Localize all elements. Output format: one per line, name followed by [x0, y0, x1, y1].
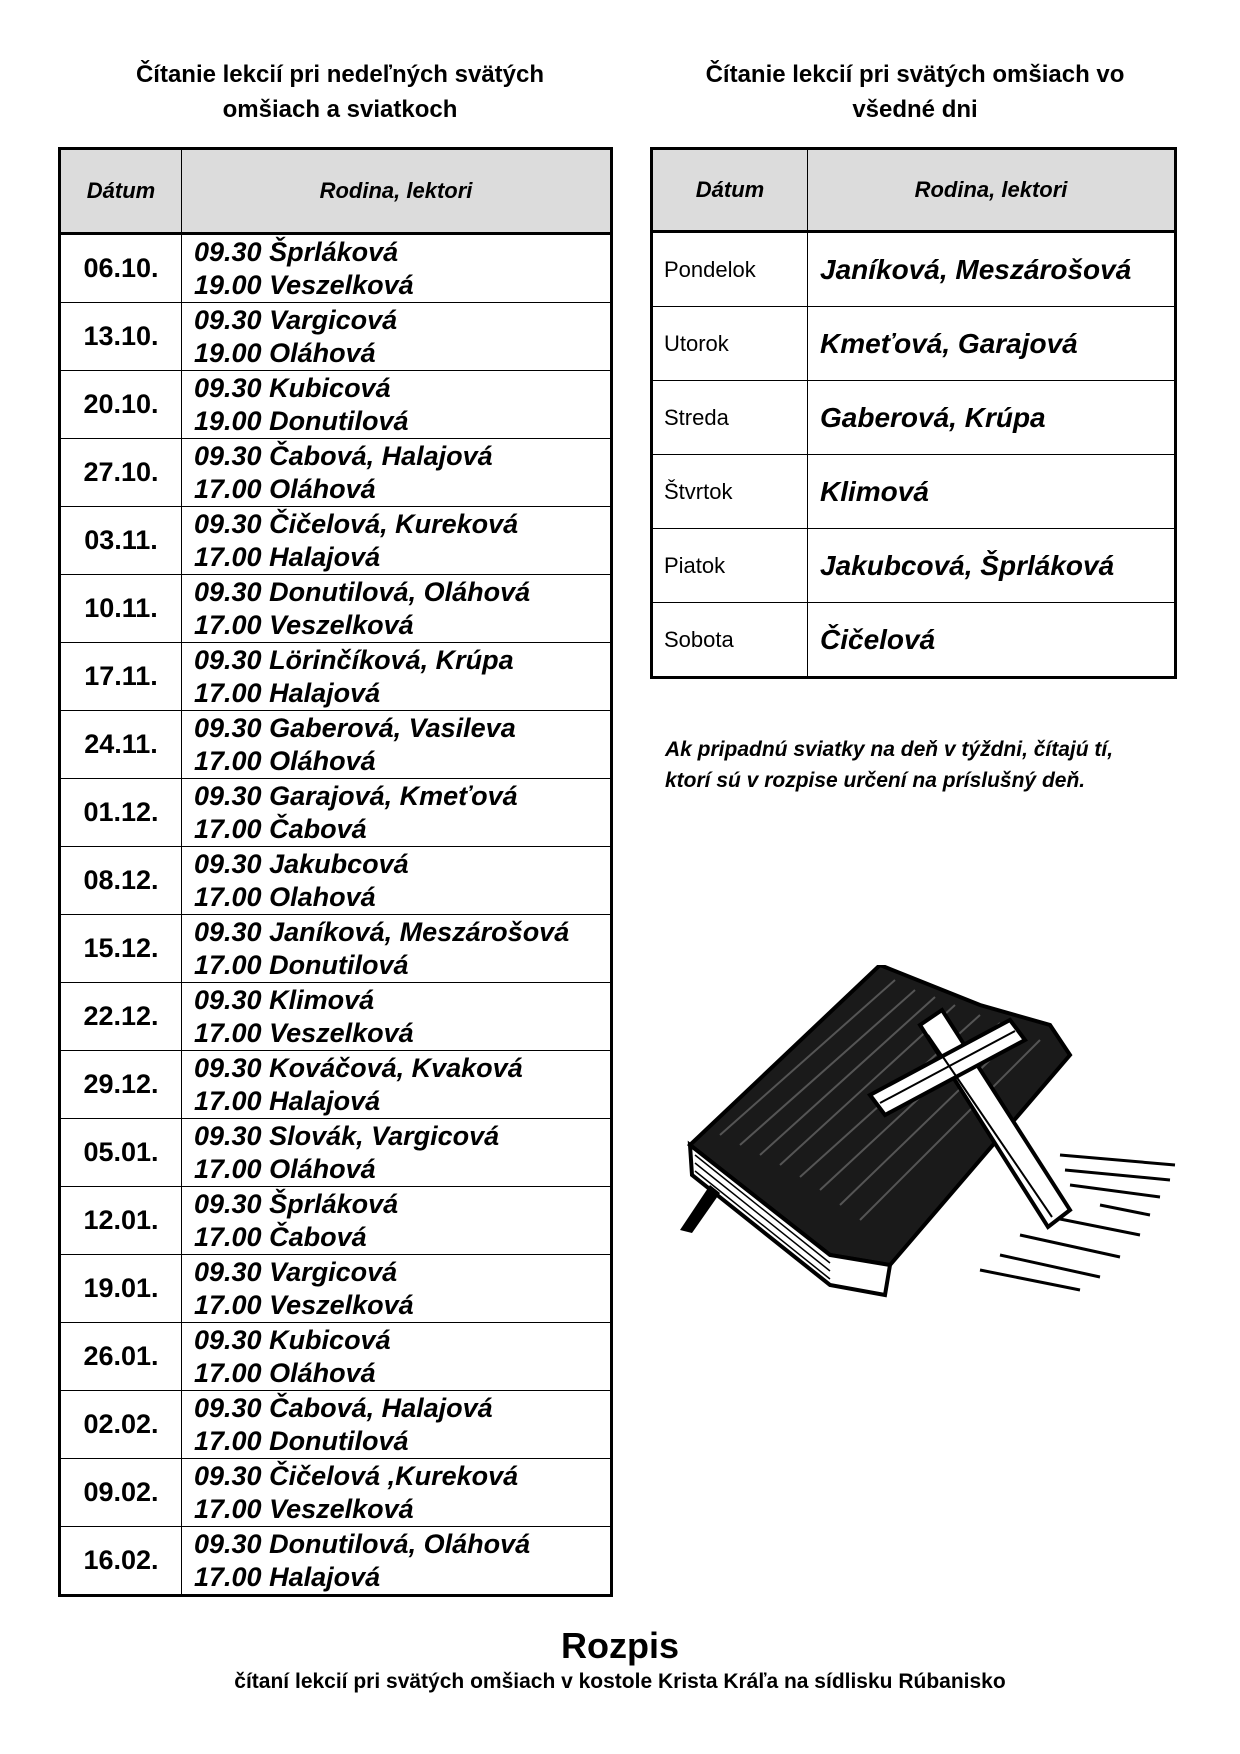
sunday-date: 16.02. — [60, 1527, 182, 1596]
reader-line-2: 19.00 Veszelková — [194, 269, 414, 300]
reader-line-2: 17.00 Čabová — [194, 813, 367, 844]
reader-line-2: 17.00 Halajová — [194, 541, 381, 572]
sunday-readers — [182, 847, 612, 915]
weekday-readers: Janíková, Meszárošová — [808, 232, 1176, 307]
sunday-date: 05.01. — [60, 1119, 182, 1187]
weekday-heading-line2: všedné dni — [852, 96, 978, 123]
weekday-day: Štvrtok — [652, 455, 808, 529]
reader-line-1: 09.30 Slovák, Vargicová — [194, 1120, 500, 1151]
sunday-readers — [182, 779, 612, 847]
reader-line-2: 17.00 Veszelková — [194, 1493, 414, 1524]
sunday-heading-line1: Čítanie lekcií pri nedeľných svätých — [135, 61, 545, 88]
sunday-schedule-heading — [60, 57, 620, 127]
sunday-readers — [182, 915, 612, 983]
reader-line-2: 17.00 Oláhová — [194, 745, 376, 776]
reader-line-2: 17.00 Veszelková — [194, 609, 414, 640]
sunday-date: 19.01. — [60, 1255, 182, 1323]
sunday-readers — [182, 371, 612, 439]
weekday-readers: Čičelová — [808, 603, 1176, 678]
table-row — [60, 847, 612, 915]
table-row — [60, 1119, 612, 1187]
sunday-date: 24.11. — [60, 711, 182, 779]
table-row — [60, 1255, 612, 1323]
reader-line-1: 09.30 Čičelová ,Kureková — [194, 1460, 519, 1491]
weekday-schedule-table — [650, 147, 1177, 679]
table-row — [60, 1391, 612, 1459]
sunday-date: 29.12. — [60, 1051, 182, 1119]
reader-line-1: 09.30 Kubicová — [194, 1324, 391, 1355]
table-row — [60, 1051, 612, 1119]
table-row — [60, 1459, 612, 1527]
table-row — [60, 983, 612, 1051]
weekday-readers: Klimová — [808, 455, 1176, 529]
table-row — [60, 371, 612, 439]
sunday-date: 12.01. — [60, 1187, 182, 1255]
reader-line-2: 17.00 Veszelková — [194, 1289, 414, 1320]
sunday-date: 03.11. — [60, 507, 182, 575]
reader-line-1: 09.30 Klimová — [194, 984, 375, 1015]
table-row — [60, 234, 612, 303]
sunday-date: 27.10. — [60, 439, 182, 507]
sunday-readers — [182, 1527, 612, 1596]
sunday-date: 13.10. — [60, 303, 182, 371]
reader-line-2: 17.00 Oláhová — [194, 473, 376, 504]
weekday-readers: Kmeťová, Garajová — [808, 307, 1176, 381]
sunday-date: 06.10. — [60, 234, 182, 303]
weekday-day: Pondelok — [652, 232, 808, 307]
reader-line-2: 19.00 Donutilová — [194, 405, 409, 436]
reader-line-1: 09.30 Čabová, Halajová — [194, 440, 493, 471]
note-line2: ktorí sú v rozpise určení na príslušný deň. — [665, 769, 1086, 792]
footer-subtitle: čítaní lekcií pri svätých omšiach v kostole Krista Kráľa na sídlisku Rúbanisko — [234, 1670, 1006, 1693]
table-row — [60, 303, 612, 371]
reader-line-2: 17.00 Halajová — [194, 1085, 381, 1116]
reader-line-1: 09.30 Kováčová, Kvaková — [194, 1052, 523, 1083]
sunday-readers — [182, 1459, 612, 1527]
weekday-readers: Gaberová, Krúpa — [808, 381, 1176, 455]
sunday-date: 08.12. — [60, 847, 182, 915]
sunday-readers — [182, 983, 612, 1051]
table-row — [652, 381, 1176, 455]
table-row — [60, 575, 612, 643]
weekday-day: Piatok — [652, 529, 808, 603]
sunday-readers — [182, 643, 612, 711]
sunday-readers-header: Rodina, lektori — [182, 149, 612, 234]
weekday-day: Utorok — [652, 307, 808, 381]
sunday-readers — [182, 1187, 612, 1255]
reader-line-1: 09.30 Donutilová, Oláhová — [194, 576, 531, 607]
sunday-date: 10.11. — [60, 575, 182, 643]
reader-line-1: 09.30 Vargicová — [194, 304, 398, 335]
reader-line-2: 17.00 Veszelková — [194, 1017, 414, 1048]
sunday-heading-line2: omšiach a sviatkoch — [222, 96, 458, 123]
reader-line-2: 19.00 Oláhová — [194, 337, 376, 368]
bible-with-cross-icon — [680, 965, 1180, 1305]
sunday-date-header: Dátum — [60, 149, 182, 234]
reader-line-1: 09.30 Jakubcová — [194, 848, 409, 879]
reader-line-1: 09.30 Čičelová, Kureková — [194, 508, 519, 539]
table-row — [652, 529, 1176, 603]
sunday-date: 02.02. — [60, 1391, 182, 1459]
table-row — [60, 1527, 612, 1596]
weekday-readers-header: Rodina, lektori — [808, 149, 1176, 232]
reader-line-1: 09.30 Šprláková — [194, 236, 399, 267]
reader-line-2: 17.00 Donutilová — [194, 1425, 409, 1456]
sunday-readers — [182, 303, 612, 371]
reader-line-2: 17.00 Olahová — [194, 881, 376, 912]
reader-line-1: 09.30 Čabová, Halajová — [194, 1392, 493, 1423]
reader-line-1: 09.30 Garajová, Kmeťová — [194, 780, 518, 811]
reader-line-1: 09.30 Vargicová — [194, 1256, 398, 1287]
sunday-date: 20.10. — [60, 371, 182, 439]
table-row — [652, 603, 1176, 678]
table-row — [652, 307, 1176, 381]
weekday-readers: Jakubcová, Šprláková — [808, 529, 1176, 603]
table-row — [652, 455, 1176, 529]
footer-title: Rozpis — [560, 1625, 679, 1666]
sunday-readers — [182, 1255, 612, 1323]
table-row — [60, 643, 612, 711]
reader-line-2: 17.00 Donutilová — [194, 949, 409, 980]
reader-line-2: 17.00 Oláhová — [194, 1153, 376, 1184]
sunday-readers — [182, 1051, 612, 1119]
weekday-date-header: Dátum — [652, 149, 808, 232]
table-row — [60, 439, 612, 507]
table-row — [60, 1323, 612, 1391]
table-row — [60, 915, 612, 983]
sunday-date: 22.12. — [60, 983, 182, 1051]
weekday-schedule-heading — [650, 57, 1180, 127]
reader-line-2: 17.00 Čabová — [194, 1221, 367, 1252]
table-row — [60, 1187, 612, 1255]
sunday-date: 15.12. — [60, 915, 182, 983]
reader-line-1: 09.30 Šprláková — [194, 1188, 399, 1219]
sunday-readers — [182, 507, 612, 575]
reader-line-1: 09.30 Kubicová — [194, 372, 391, 403]
sunday-date: 26.01. — [60, 1323, 182, 1391]
sunday-schedule-table — [58, 147, 613, 1597]
holiday-note — [665, 734, 1185, 796]
note-line1: Ak pripadnú sviatky na deň v týždni, čítajú tí, — [665, 738, 1114, 761]
weekday-day: Sobota — [652, 603, 808, 678]
sunday-readers — [182, 1119, 612, 1187]
sunday-readers — [182, 234, 612, 303]
sunday-readers — [182, 1323, 612, 1391]
sunday-readers — [182, 1391, 612, 1459]
reader-line-1: 09.30 Donutilová, Oláhová — [194, 1528, 531, 1559]
table-row — [60, 507, 612, 575]
reader-line-1: 09.30 Gaberová, Vasileva — [194, 712, 516, 743]
table-row — [60, 711, 612, 779]
sunday-date: 01.12. — [60, 779, 182, 847]
sunday-date: 17.11. — [60, 643, 182, 711]
reader-line-1: 09.30 Lörinčíková, Krúpa — [194, 644, 514, 675]
reader-line-1: 09.30 Janíková, Meszárošová — [194, 916, 570, 947]
reader-line-2: 17.00 Halajová — [194, 677, 381, 708]
sunday-readers — [182, 439, 612, 507]
sunday-readers — [182, 711, 612, 779]
weekday-day: Streda — [652, 381, 808, 455]
sunday-date: 09.02. — [60, 1459, 182, 1527]
table-row — [652, 232, 1176, 307]
sunday-readers — [182, 575, 612, 643]
reader-line-2: 17.00 Halajová — [194, 1561, 381, 1592]
table-row — [60, 779, 612, 847]
weekday-heading-line1: Čítanie lekcií pri svätých omšiach vo — [705, 61, 1125, 88]
reader-line-2: 17.00 Oláhová — [194, 1357, 376, 1388]
